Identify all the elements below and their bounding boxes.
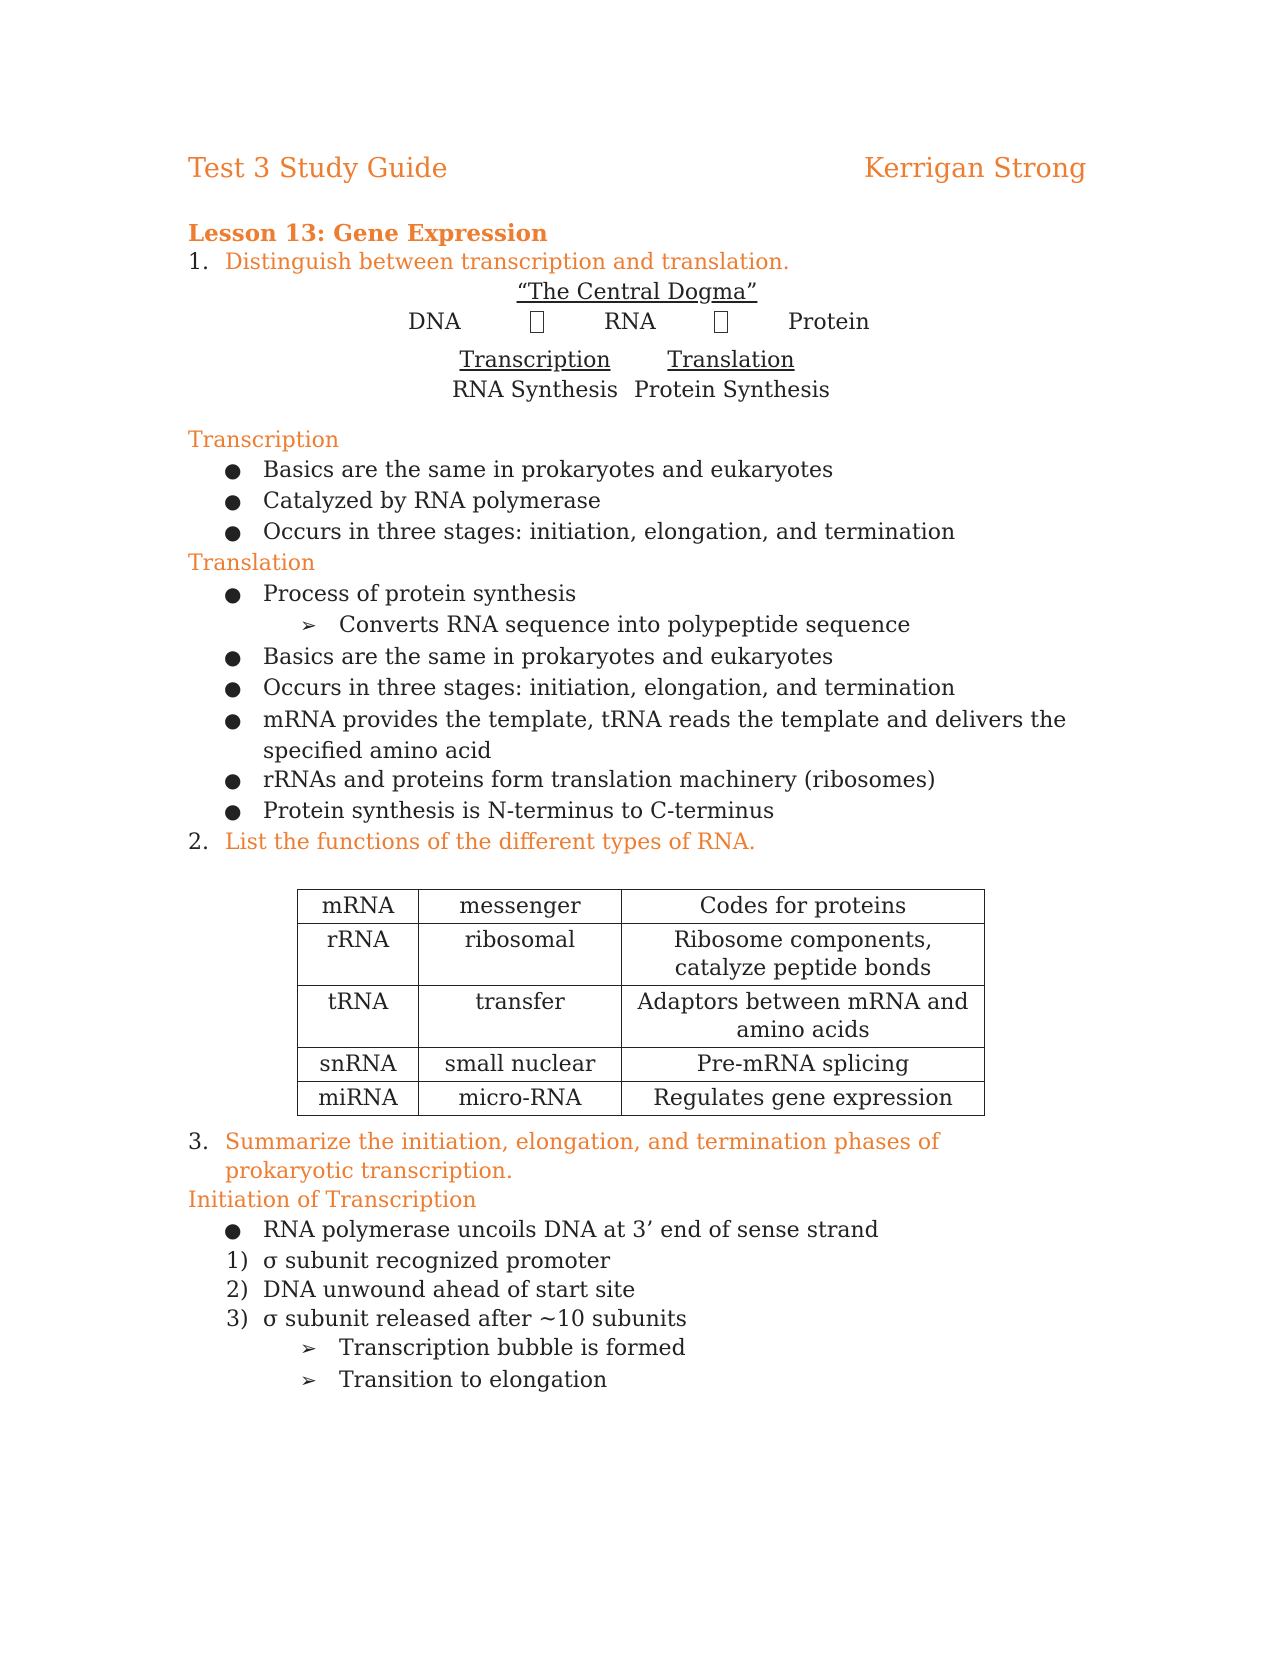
list-item: mRNA provides the template, tRNA reads the template and delivers the — [263, 708, 1067, 733]
table-cell: Codes for proteins — [622, 890, 985, 924]
table-cell: ribosomal — [419, 924, 622, 986]
bullet-icon: ● — [224, 458, 242, 482]
arrowhead-bullet-icon: ➢ — [300, 1336, 317, 1360]
list-item-continuation: specified amino acid — [263, 739, 492, 764]
question-3-number: 3. — [188, 1130, 209, 1155]
list-item: Occurs in three stages: initiation, elongation, and termination — [263, 676, 956, 701]
dogma-step-transcription: Transcription — [459, 348, 611, 373]
arrowhead-bullet-icon: ➢ — [300, 1368, 317, 1392]
step-number: 1) — [226, 1249, 249, 1274]
transcription-heading: Transcription — [188, 428, 340, 453]
table-cell: mRNA — [298, 890, 419, 924]
table-cell: transfer — [419, 986, 622, 1048]
table-cell: messenger — [419, 890, 622, 924]
dogma-rna: RNA — [604, 310, 656, 335]
table-row — [298, 890, 985, 924]
table-cell: Pre-mRNA splicing — [622, 1048, 985, 1082]
list-item: Converts RNA sequence into polypeptide sequence — [339, 613, 911, 638]
question-2-text: List the functions of the different types of RNA. — [225, 830, 756, 855]
table-cell: Ribosome components, catalyze peptide bonds — [622, 924, 985, 986]
question-3-text: Summarize the initiation, elongation, and termination phases of — [225, 1130, 940, 1155]
bullet-icon: ● — [224, 1218, 242, 1242]
question-2-number: 2. — [188, 830, 209, 855]
table-cell: snRNA — [298, 1048, 419, 1082]
list-item: RNA polymerase uncoils DNA at 3’ end of sense strand — [263, 1218, 879, 1243]
list-item: Transcription bubble is formed — [339, 1336, 686, 1361]
question-1-text: Distinguish between transcription and translation. — [225, 250, 790, 275]
arrow-icon — [530, 311, 544, 333]
dogma-protein: Protein — [788, 310, 870, 335]
bullet-icon: ● — [224, 799, 242, 823]
list-item: Process of protein synthesis — [263, 582, 577, 607]
table-row — [298, 1048, 985, 1082]
bullet-icon: ● — [224, 708, 242, 732]
question-3-text-continuation: prokaryotic transcription. — [225, 1159, 513, 1184]
table-cell: rRNA — [298, 924, 419, 986]
question-1-number: 1. — [188, 250, 209, 275]
bullet-icon: ● — [224, 582, 242, 606]
table-row — [298, 986, 985, 1048]
dogma-step-translation-desc: Protein Synthesis — [634, 378, 830, 403]
list-item: Basics are the same in prokaryotes and eukaryotes — [263, 458, 834, 483]
list-item: Transition to elongation — [339, 1368, 608, 1393]
central-dogma-title: “The Central Dogma” — [516, 280, 758, 305]
step-text: σ subunit released after ~10 subunits — [263, 1307, 687, 1332]
initiation-heading: Initiation of Transcription — [188, 1188, 477, 1213]
table-row — [298, 1082, 985, 1116]
table-cell: micro-RNA — [419, 1082, 622, 1116]
bullet-icon: ● — [224, 645, 242, 669]
bullet-icon: ● — [224, 489, 242, 513]
list-item: Protein synthesis is N-terminus to C-terminus — [263, 799, 775, 824]
step-number: 2) — [226, 1278, 249, 1303]
dogma-step-translation: Translation — [667, 348, 795, 373]
list-item: Occurs in three stages: initiation, elongation, and termination — [263, 520, 956, 545]
table-cell: small nuclear — [419, 1048, 622, 1082]
arrowhead-bullet-icon: ➢ — [300, 613, 317, 637]
dogma-step-transcription-desc: RNA Synthesis — [451, 378, 618, 403]
lesson-heading: Lesson 13: Gene Expression — [188, 220, 548, 247]
list-item: Catalyzed by RNA polymerase — [263, 489, 601, 514]
table-cell: miRNA — [298, 1082, 419, 1116]
bullet-icon: ● — [224, 520, 242, 544]
table-cell: tRNA — [298, 986, 419, 1048]
step-number: 3) — [226, 1307, 249, 1332]
bullet-icon: ● — [224, 676, 242, 700]
table-cell: Adaptors between mRNA and amino acids — [622, 986, 985, 1048]
rna-types-table — [297, 889, 985, 1116]
bullet-icon: ● — [224, 768, 242, 792]
table-cell: Regulates gene expression — [622, 1082, 985, 1116]
dogma-dna: DNA — [408, 310, 461, 335]
document-title: Test 3 Study Guide — [188, 153, 448, 184]
list-item: rRNAs and proteins form translation machinery (ribosomes) — [263, 768, 936, 793]
step-text: σ subunit recognized promoter — [263, 1249, 611, 1274]
step-text: DNA unwound ahead of start site — [263, 1278, 636, 1303]
table-row — [298, 924, 985, 986]
arrow-icon — [714, 311, 728, 333]
translation-heading: Translation — [188, 551, 316, 576]
author-name: Kerrigan Strong — [864, 153, 1087, 184]
list-item: Basics are the same in prokaryotes and eukaryotes — [263, 645, 834, 670]
